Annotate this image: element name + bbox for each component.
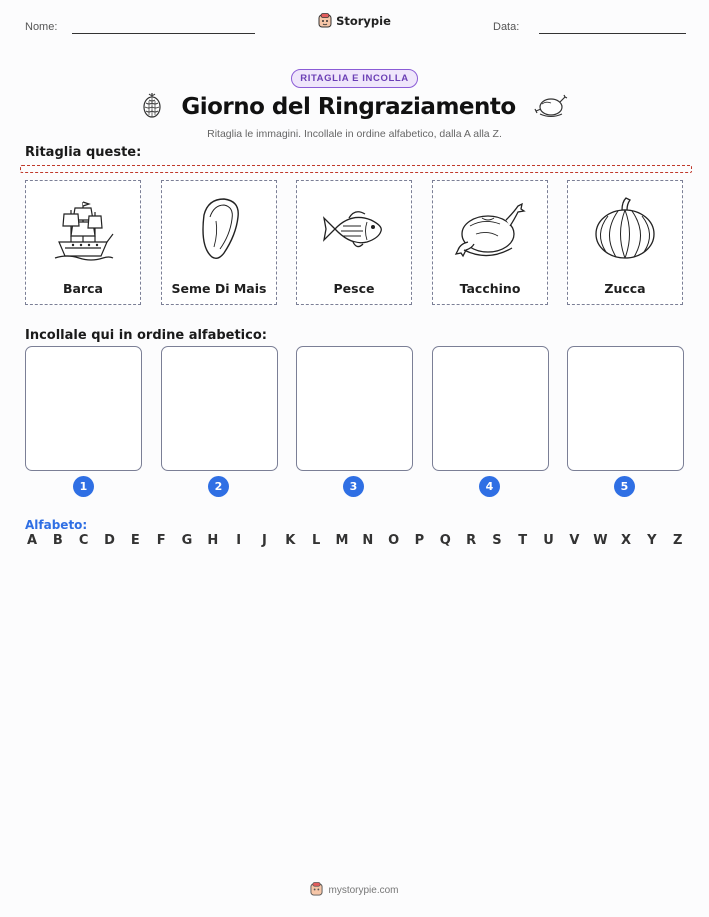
- alphabet-letter: J: [262, 533, 267, 548]
- date-line[interactable]: [539, 33, 686, 34]
- instructions: Ritaglia le immagini. Incollale in ordine alfabetico, dalla A alla Z.: [207, 128, 502, 140]
- page-title: Giorno del Ringraziamento: [181, 94, 516, 120]
- card-label: Zucca: [604, 281, 646, 296]
- card-label: Tacchino: [459, 281, 521, 296]
- alphabet-letter: R: [466, 533, 477, 548]
- alphabet-letter: L: [311, 533, 321, 548]
- activity-badge: RITAGLIA E INCOLLA: [291, 69, 417, 88]
- alphabet-letter: A: [26, 533, 38, 548]
- alphabet-letter: F: [156, 533, 166, 548]
- alphabet-row: [25, 533, 685, 548]
- cut-card-pesce[interactable]: [296, 180, 412, 305]
- paste-slot-3[interactable]: [296, 346, 413, 471]
- cut-line: [20, 165, 692, 173]
- alphabet-letter: K: [285, 533, 296, 548]
- alphabet-letter: U: [543, 533, 554, 548]
- cut-card-zucca[interactable]: [567, 180, 683, 305]
- pumpkin-icon: [592, 196, 658, 262]
- slot-number: 2: [208, 476, 229, 497]
- turkey-icon: [534, 92, 568, 122]
- brand-name: Storypie: [336, 13, 391, 28]
- alphabet-letter: O: [388, 533, 400, 548]
- alphabet-letter: V: [569, 533, 580, 548]
- alphabet-letter: T: [518, 533, 528, 548]
- ship-icon: [51, 194, 115, 264]
- alphabet-letter: S: [492, 533, 502, 548]
- alphabet-letter: I: [236, 533, 242, 548]
- cut-card-barca[interactable]: [25, 180, 141, 305]
- card-label: Barca: [63, 281, 103, 296]
- storypie-logo-icon: [310, 881, 323, 900]
- alphabet-letter: Y: [647, 533, 657, 548]
- cut-heading: Ritaglia queste:: [25, 145, 142, 160]
- alphabet-letter: W: [593, 533, 608, 548]
- paste-slot-5[interactable]: [567, 346, 684, 471]
- alphabet-letter: M: [335, 533, 349, 548]
- corn-seed-icon: [194, 195, 244, 263]
- alphabet-letter: N: [362, 533, 374, 548]
- cut-card-seme-di-mais[interactable]: [161, 180, 277, 305]
- alphabet-letter: E: [130, 533, 140, 548]
- brand: [0, 13, 709, 32]
- card-label: Seme Di Mais: [171, 281, 267, 296]
- alphabet-letter: C: [78, 533, 89, 548]
- footer-link[interactable]: mystorypie.com: [328, 885, 399, 896]
- paste-slot-4[interactable]: [432, 346, 549, 471]
- alphabet-label: Alfabeto:: [25, 518, 88, 532]
- alphabet-letter: H: [207, 533, 219, 548]
- cut-card-tacchino[interactable]: [432, 180, 548, 305]
- date-label: Data:: [493, 21, 520, 33]
- alphabet-letter: G: [181, 533, 193, 548]
- slot-number: 3: [343, 476, 364, 497]
- alphabet-letter: X: [621, 533, 632, 548]
- roast-turkey-icon: [454, 198, 526, 260]
- alphabet-letter: Z: [672, 533, 683, 548]
- paste-slot-1[interactable]: [25, 346, 142, 471]
- paste-heading: Incollale qui in ordine alfabetico:: [25, 328, 267, 343]
- storypie-logo-icon: [318, 13, 332, 28]
- alphabet-letter: P: [414, 533, 425, 548]
- alphabet-letter: B: [52, 533, 63, 548]
- paste-slot-2[interactable]: [161, 346, 278, 471]
- pinecone-icon: [141, 92, 163, 122]
- name-label: Nome:: [25, 21, 58, 33]
- slot-number: 1: [73, 476, 94, 497]
- fish-icon: [321, 204, 387, 254]
- footer: [0, 881, 709, 900]
- slot-number: 5: [614, 476, 635, 497]
- alphabet-letter: D: [104, 533, 115, 548]
- name-line[interactable]: [72, 33, 255, 34]
- card-label: Pesce: [333, 281, 375, 296]
- slot-number: 4: [479, 476, 500, 497]
- alphabet-letter: Q: [439, 533, 451, 548]
